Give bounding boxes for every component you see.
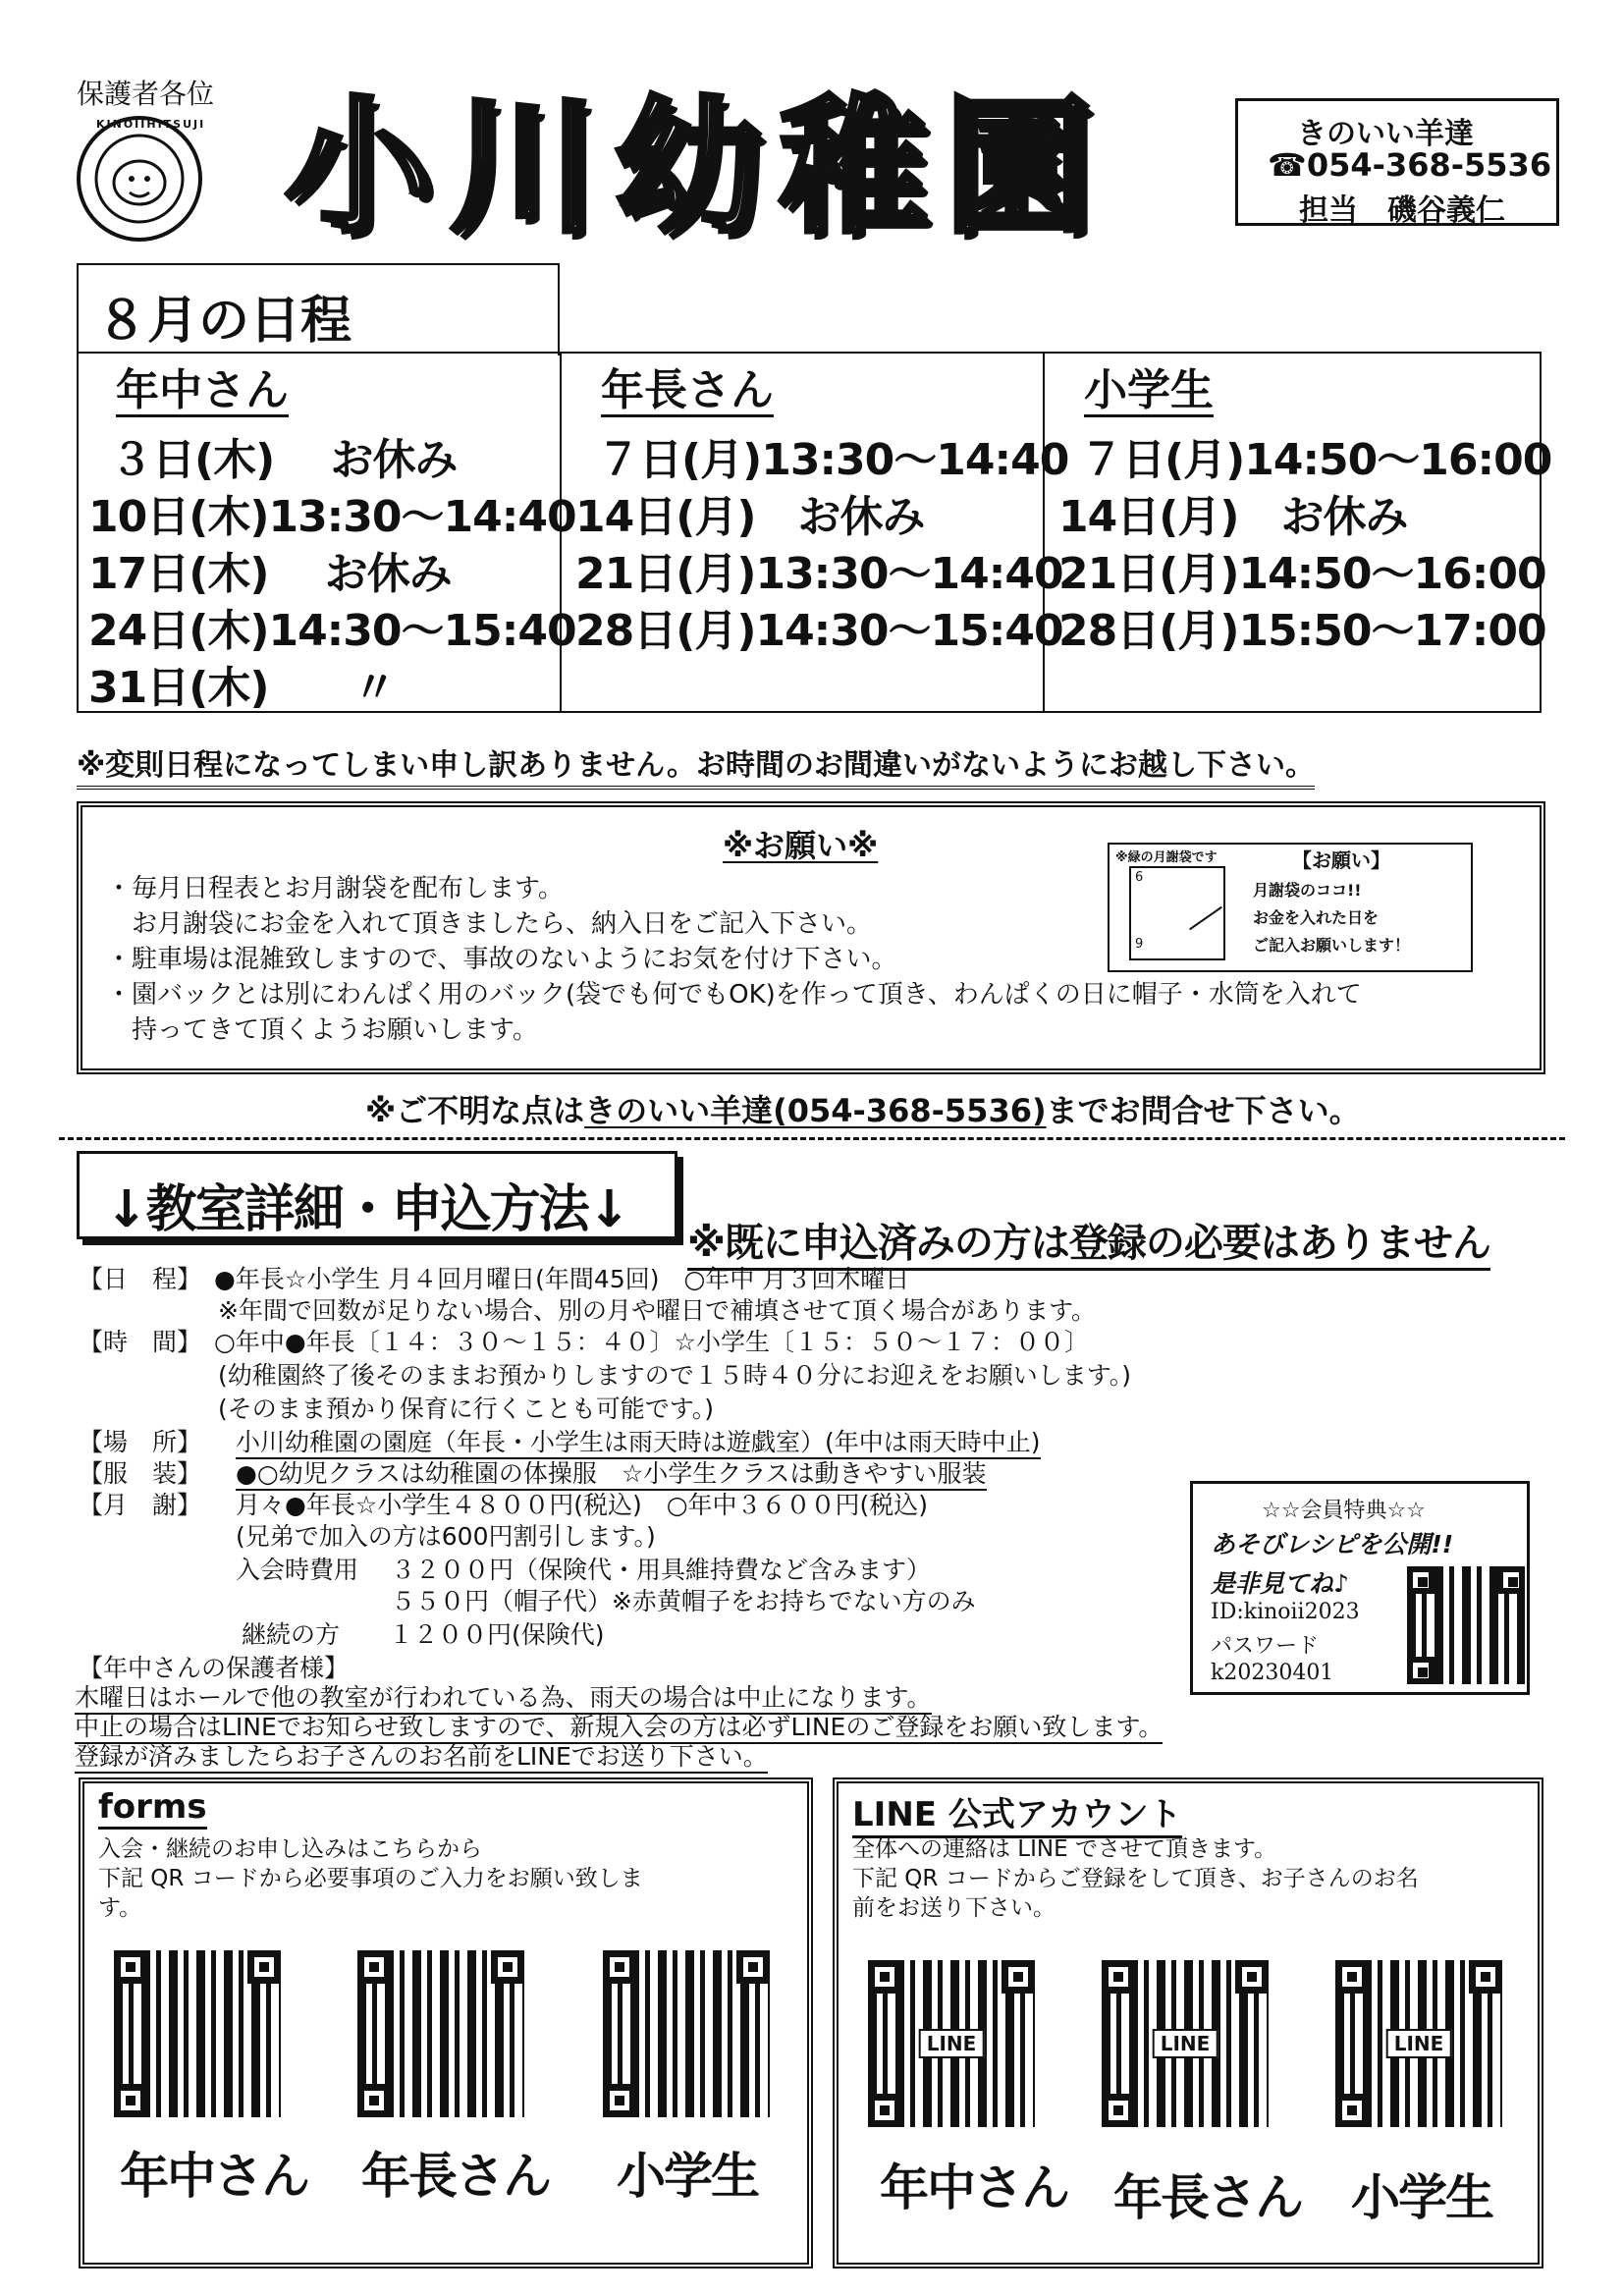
line-qr-label: 年中さん bbox=[880, 2159, 1068, 2216]
detail-text: 月々●年長☆小学生４８００円(税込) ○年中３６００円(税込) bbox=[236, 1491, 929, 1519]
guardian-title: 【年中さんの保護者様】 bbox=[79, 1654, 350, 1682]
detail-text: 入会時費用 ３２００円（保険代・用具維持費など含みます） bbox=[236, 1556, 931, 1584]
envelope-note: 月謝袋のココ!! bbox=[1253, 881, 1362, 900]
line-logo-icon: LINE bbox=[919, 2029, 985, 2058]
line-qr-nencho[interactable] bbox=[1102, 1960, 1269, 2127]
qr-finder-icon bbox=[357, 1950, 391, 1984]
detail-text: ●年長☆小学生 月４回月曜日(年間45回) ○年中 月３回木曜日 bbox=[214, 1265, 910, 1293]
inquiry-line bbox=[365, 1086, 1361, 1131]
forms-qr-label: 年中さん bbox=[120, 2148, 308, 2205]
qr-finder-icon bbox=[1001, 1960, 1035, 1994]
request-box bbox=[77, 801, 1545, 1074]
envelope-note: お金を入れた日を bbox=[1253, 908, 1380, 927]
guardian-line: 中止の場合はLINEでお知らせ致しますので、新規入会の方は必ずLINEのご登録をお願い致します。 bbox=[75, 1713, 1163, 1744]
detail-label: 【服 装】 bbox=[79, 1459, 202, 1488]
qr-finder-icon bbox=[1102, 1960, 1135, 1994]
forms-qr-nenchu[interactable] bbox=[114, 1950, 281, 2117]
detail-label: 【月 謝】 bbox=[79, 1491, 202, 1519]
member-pw-label: パスワード bbox=[1211, 1634, 1320, 1659]
contact-phone: ☎054-368-5536 bbox=[1268, 146, 1552, 184]
schedule-heading-nencho: 年長さん bbox=[601, 367, 774, 417]
envelope-title: 【お願い】 bbox=[1292, 848, 1390, 872]
qr-finder-icon bbox=[1469, 1960, 1502, 1994]
envelope-num: 9 bbox=[1135, 937, 1144, 952]
forms-qr-shogakusei[interactable] bbox=[603, 1950, 770, 2117]
envelope-diagram bbox=[1108, 843, 1473, 972]
qr-finder-icon bbox=[868, 1960, 901, 1994]
schedule-line: 14日(月) お休み bbox=[575, 492, 925, 542]
logo-text: KINOIIHITSUJI bbox=[96, 118, 206, 131]
schedule-line: 17日(木) お休み bbox=[88, 549, 452, 599]
qr-finder-icon bbox=[603, 2084, 636, 2117]
qr-finder-icon bbox=[1335, 2094, 1369, 2127]
qr-finder-icon bbox=[1335, 1960, 1369, 1994]
qr-finder-icon bbox=[247, 1950, 281, 1984]
member-pw: k20230401 bbox=[1211, 1661, 1334, 1685]
schedule-title-box bbox=[77, 263, 560, 355]
request-title: ※お願い※ bbox=[723, 827, 879, 864]
schedule-line: 21日(月)14:50～16:00 bbox=[1058, 549, 1546, 599]
guardian-line: 登録が済みましたらお子さんのお名前をLINEでお送り下さい。 bbox=[75, 1742, 768, 1774]
line-desc: 全体への連絡は LINE でさせて頂きます。 bbox=[852, 1836, 1277, 1862]
envelope-num: 6 bbox=[1135, 870, 1144, 885]
line-logo-icon: LINE bbox=[1386, 2029, 1452, 2058]
details-title: ↓教室詳細・申込方法↓ bbox=[105, 1180, 629, 1239]
qr-finder-icon bbox=[1407, 1657, 1435, 1684]
request-item: お月謝袋にお金を入れて頂きましたら、納入日をご記入下さい。 bbox=[106, 909, 873, 939]
kindergarten-logo bbox=[75, 114, 204, 244]
guardian-line: 木曜日はホールで他の教室が行われている為、雨天の場合は中止になります。 bbox=[75, 1683, 932, 1715]
schedule-line: ７日(月)13:30～14:40 bbox=[597, 435, 1069, 485]
line-qr-label: 年長さん bbox=[1113, 2169, 1302, 2226]
line-desc: 前をお送り下さい。 bbox=[852, 1895, 1056, 1921]
member-line: あそびレシピを公開!! bbox=[1211, 1530, 1454, 1558]
schedule-line: 14日(月) お休み bbox=[1058, 492, 1408, 542]
contact-org: きのいい羊達 bbox=[1297, 117, 1474, 151]
detail-text: ○年中●年長〔１４：３０～１５：４０〕☆小学生〔１５：５０～１７：００〕 bbox=[214, 1328, 1090, 1356]
line-qr-nenchu[interactable] bbox=[868, 1960, 1035, 2127]
qr-finder-icon bbox=[1235, 1960, 1269, 1994]
qr-finder-icon bbox=[736, 1950, 770, 1984]
contact-box bbox=[1235, 98, 1559, 226]
qr-finder-icon bbox=[868, 2094, 901, 2127]
qr-finder-icon bbox=[491, 1950, 524, 1984]
schedule-line: ７日(月)14:50～16:00 bbox=[1080, 435, 1552, 485]
forms-panel bbox=[79, 1777, 813, 2269]
schedule-apology: ※変則日程になってしまい申し訳ありません。お時間のお間違いがないようにお越し下さい。 bbox=[77, 740, 1315, 790]
member-id: ID:kinoii2023 bbox=[1211, 1600, 1360, 1624]
qr-finder-icon bbox=[1407, 1566, 1435, 1594]
schedule-heading-nenchu: 年中さん bbox=[116, 367, 289, 417]
schedule-line: 24日(木)14:30～15:40 bbox=[88, 606, 576, 656]
detail-label: 【時 間】 bbox=[79, 1328, 202, 1356]
inquiry-contact: きのいい羊達(054-368-5536) bbox=[584, 1092, 1047, 1129]
qr-finder-icon bbox=[114, 2084, 147, 2117]
contact-person: 担当 磯谷義仁 bbox=[1299, 193, 1505, 228]
line-desc: 下記 QR コードからご登録をして頂き、お子さんのお名 bbox=[852, 1866, 1419, 1891]
line-qr-label: 小学生 bbox=[1351, 2169, 1492, 2226]
detail-label: 【場 所】 bbox=[79, 1428, 202, 1456]
detail-text: 小川幼稚園の園庭（年長・小学生は雨天時は遊戯室）(年中は雨天時中止) bbox=[236, 1428, 1041, 1459]
detail-text: (幼稚園終了後そのままお預かりしますので１５時４０分にお迎えをお願いします。) bbox=[218, 1361, 1132, 1390]
detail-text: ５５０円（帽子代）※赤黄帽子をお持ちでない方のみ bbox=[236, 1587, 976, 1615]
detail-text: (そのまま預かり保育に行くことも可能です。) bbox=[218, 1394, 715, 1423]
forms-qr-nencho[interactable] bbox=[357, 1950, 524, 2117]
schedule-line: 21日(月)13:30～14:40 bbox=[575, 549, 1063, 599]
member-line: 是非見てね♪ bbox=[1211, 1569, 1349, 1598]
line-panel bbox=[833, 1777, 1543, 2269]
schedule-heading-shogakusei: 小学生 bbox=[1084, 367, 1214, 417]
dashed-divider bbox=[59, 1137, 1565, 1140]
request-item: ・駐車場は混雑致しますので、事故のないようにお気を付け下さい。 bbox=[106, 945, 897, 974]
qr-finder-icon bbox=[1497, 1566, 1525, 1594]
detail-text: (兄弟で加入の方は600円割引します。) bbox=[236, 1522, 656, 1551]
details-title-box bbox=[77, 1151, 677, 1239]
schedule-line: ３日(木) お休み bbox=[110, 435, 458, 485]
envelope-arrow bbox=[1189, 906, 1222, 931]
qr-finder-icon bbox=[114, 1950, 147, 1984]
detail-text: ※年間で回数が足りない場合、別の月や曜日で補填させて頂く場合があります。 bbox=[218, 1296, 1096, 1325]
forms-desc: 入会・継続のお申し込みはこちらから bbox=[98, 1836, 482, 1862]
detail-text: ●○幼児クラスは幼稚園の体操服 ☆小学生クラスは動きやすい服装 bbox=[236, 1459, 987, 1491]
line-logo-icon: LINE bbox=[1153, 2029, 1218, 2058]
request-item: 持ってきて頂くようお願いします。 bbox=[106, 1015, 538, 1045]
details-note: ※既に申込済みの方は登録の必要はありません bbox=[687, 1212, 1490, 1271]
forms-desc: 下記 QR コードから必要事項のご入力をお願い致しま bbox=[98, 1866, 643, 1891]
detail-text: 継続の方 １２００円(保険代) bbox=[242, 1620, 605, 1649]
forms-qr-label: 年長さん bbox=[361, 2148, 550, 2205]
schedule-top-rule bbox=[560, 352, 1542, 354]
schedule-line: 10日(木)13:30～14:40 bbox=[88, 492, 576, 542]
recipient: 保護者各位 bbox=[77, 78, 215, 110]
request-item: ・園バックとは別にわんぱく用のバック(袋でも何でもOK)を作って頂き、わんぱくの日に帽子・水筒を入れて bbox=[106, 980, 1362, 1010]
member-box bbox=[1190, 1481, 1530, 1695]
inquiry-pre: ※ご不明な点は bbox=[365, 1092, 585, 1129]
inquiry-post: までお問合せ下さい。 bbox=[1046, 1092, 1361, 1129]
schedule-line: 28日(月)14:30～15:40 bbox=[575, 606, 1063, 656]
envelope-sketch bbox=[1129, 866, 1225, 960]
forms-desc: す。 bbox=[98, 1895, 142, 1921]
envelope-note: ご記入お願いします！ bbox=[1253, 936, 1411, 955]
qr-finder-icon bbox=[357, 2084, 391, 2117]
forms-title: forms bbox=[98, 1787, 207, 1830]
line-qr-shogakusei[interactable] bbox=[1335, 1960, 1502, 2127]
request-item: ・毎月日程表とお月謝袋を配布します。 bbox=[106, 874, 564, 903]
qr-finder-icon bbox=[603, 1950, 636, 1984]
qr-finder-icon bbox=[1102, 2094, 1135, 2127]
line-title: LINE 公式アカウント bbox=[852, 1787, 1182, 1838]
forms-qr-label: 小学生 bbox=[617, 2148, 758, 2205]
page-title: 小川幼稚園 bbox=[285, 82, 1110, 253]
schedule-line: 31日(木) 〃 bbox=[88, 663, 396, 713]
schedule-title: ８月の日程 bbox=[96, 292, 352, 351]
schedule-line: 28日(月)15:50～17:00 bbox=[1058, 606, 1546, 656]
member-qr-code[interactable] bbox=[1407, 1566, 1525, 1684]
envelope-caption: ※緑の月謝袋です bbox=[1115, 850, 1218, 865]
detail-label: 【日 程】 bbox=[79, 1265, 202, 1293]
member-title: ☆☆会員特典☆☆ bbox=[1262, 1499, 1426, 1523]
